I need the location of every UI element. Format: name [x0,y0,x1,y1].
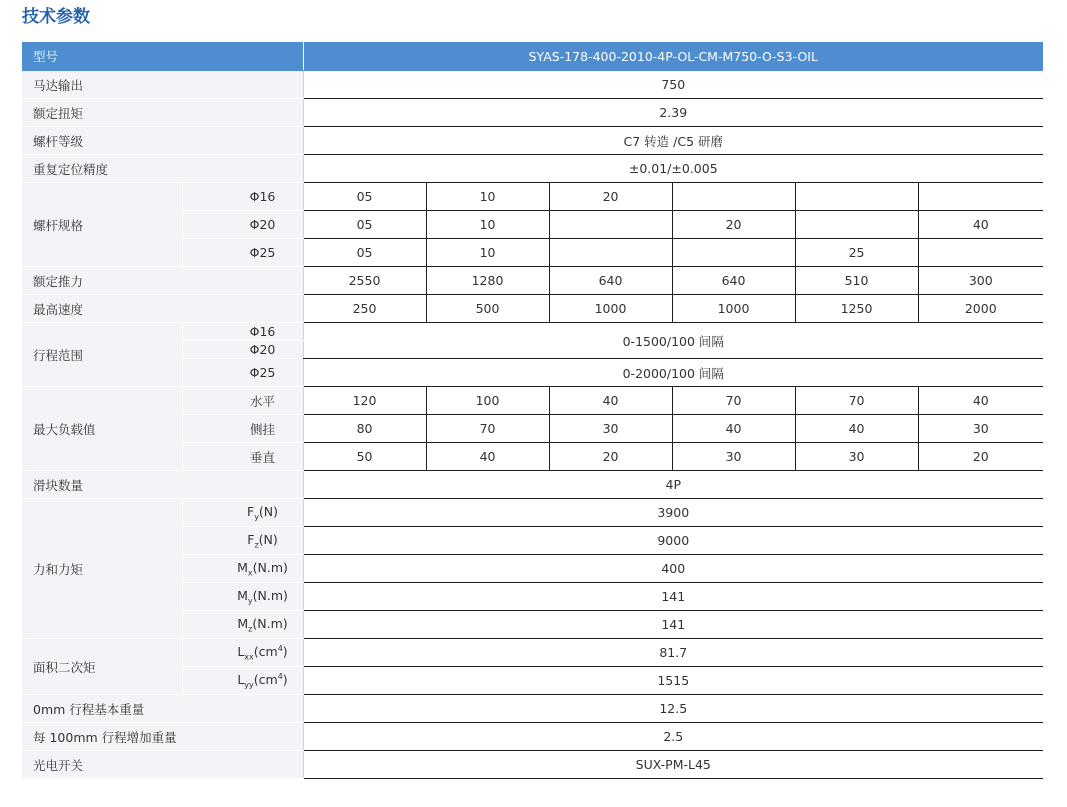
screw-grade-row [22,127,1043,155]
load-sub: 垂直 [182,443,303,471]
thrust-row [22,267,1043,295]
motor-label: 马达输出 [22,71,303,99]
force-label: 力和力矩 [22,499,182,639]
table-cell: 40 [795,415,918,443]
table-cell: 1250 [795,295,918,323]
repeat-label: 重复定位精度 [22,155,303,183]
motor-row [22,71,1043,99]
stroke-value-16-20: 0-1500/100 间隔 [303,323,1043,359]
force-sub-fz [182,527,303,555]
slider-label: 滑块数量 [22,471,303,499]
area-value-lyy: 1515 [303,667,1043,695]
table-cell: 70 [672,387,795,415]
table-cell: 100 [426,387,549,415]
screw-spec-sub: Φ25 [182,239,303,267]
symbol-subscript: x [247,568,253,578]
model-label: 型号 [22,42,303,71]
model-value: SYAS-178-400-2010-4P-OL-CM-M750-O-S3-OIL [303,42,1043,71]
torque-value: 2.39 [303,99,1043,127]
torque-row [22,99,1043,127]
symbol-base: M [237,587,248,603]
table-cell: 20 [549,443,672,471]
table-cell: 30 [549,415,672,443]
table-cell [672,183,795,211]
table-cell: 120 [303,387,426,415]
table-cell: 20 [672,211,795,239]
table-cell: 30 [795,443,918,471]
stroke-sub: Φ20 [182,341,303,359]
symbol-unit: (N) [258,503,279,519]
force-value-fz: 9000 [303,527,1043,555]
table-cell: 30 [672,443,795,471]
table-cell: 40 [549,387,672,415]
force-sub-mz [182,611,303,639]
table-cell: 50 [303,443,426,471]
speed-label: 最高速度 [22,295,303,323]
table-cell: 2000 [918,295,1043,323]
table-cell: 10 [426,183,549,211]
table-cell: 70 [795,387,918,415]
base-weight-value: 12.5 [303,695,1043,723]
repeat-row [22,155,1043,183]
spec-table [22,42,1043,779]
area-sub-lyy [182,667,303,695]
table-cell: 40 [918,387,1043,415]
switch-label: 光电开关 [22,751,303,779]
add-weight-row [22,723,1043,751]
force-value-my: 141 [303,583,1043,611]
add-weight-label: 每 100mm 行程增加重量 [22,723,303,751]
screw-grade-value: C7 转造 /C5 研磨 [303,127,1043,155]
model-row [22,42,1043,71]
symbol-unit: (N.m) [252,615,288,631]
area-label: 面积二次矩 [22,639,182,695]
symbol-base: F [246,503,255,519]
table-cell: 05 [303,239,426,267]
stroke-value-25: 0-2000/100 间隔 [303,359,1043,387]
area-value-lxx: 81.7 [303,639,1043,667]
screw-grade-label: 螺杆等级 [22,127,303,155]
stroke-sub: Φ25 [182,359,303,387]
table-cell: 25 [795,239,918,267]
torque-label: 额定扭矩 [22,99,303,127]
table-cell: 1280 [426,267,549,295]
screw-spec-label: 螺杆规格 [22,183,182,267]
symbol-base: M [237,559,248,575]
add-weight-value: 2.5 [303,723,1043,751]
symbol-base: F [247,531,255,547]
table-cell: 10 [426,239,549,267]
symbol-unit: (N.m) [252,559,288,575]
screw-spec-row [22,183,1043,211]
stroke-sub: Φ16 [182,323,303,341]
page-title: 技术参数 [22,7,90,27]
symbol-subscript: y [254,512,259,522]
symbol-superscript: 4 [277,643,283,653]
load-row [22,387,1043,415]
base-weight-row [22,695,1043,723]
force-value-fy: 3900 [303,499,1043,527]
stroke-row [22,323,1043,341]
table-cell: 1000 [672,295,795,323]
screw-spec-sub: Φ16 [182,183,303,211]
symbol-base: M [237,615,249,631]
symbol-subscript: z [248,624,253,634]
table-cell: 500 [426,295,549,323]
force-value-mz: 141 [303,611,1043,639]
table-cell: 10 [426,211,549,239]
repeat-value: ±0.01/±0.005 [303,155,1043,183]
slider-row [22,471,1043,499]
table-cell: 40 [672,415,795,443]
table-cell: 70 [426,415,549,443]
table-cell [918,183,1043,211]
table-cell: 05 [303,211,426,239]
area-sub-lxx [182,639,303,667]
force-value-mx: 400 [303,555,1043,583]
table-cell: 300 [918,267,1043,295]
table-cell: 510 [795,267,918,295]
table-cell: 05 [303,183,426,211]
table-cell [672,239,795,267]
symbol-base: L [237,643,245,659]
symbol-unit-close: ) [282,671,288,687]
symbol-superscript: 4 [277,671,283,681]
table-cell: 80 [303,415,426,443]
speed-row [22,295,1043,323]
load-sub: 侧挂 [182,415,303,443]
symbol-unit-open: (cm [253,671,278,687]
base-weight-label: 0mm 行程基本重量 [22,695,303,723]
table-cell: 640 [549,267,672,295]
table-cell: 20 [549,183,672,211]
load-sub: 水平 [182,387,303,415]
table-cell [795,211,918,239]
table-cell [795,183,918,211]
slider-value: 4P [303,471,1043,499]
symbol-subscript: y [247,596,253,606]
symbol-subscript: z [254,540,259,550]
load-label: 最大负载值 [22,387,182,471]
table-cell [918,239,1043,267]
switch-row [22,751,1043,779]
screw-spec-sub: Φ20 [182,211,303,239]
stroke-label: 行程范围 [22,323,182,387]
force-row [22,499,1043,527]
table-cell: 20 [918,443,1043,471]
symbol-unit-open: (cm [253,643,278,659]
table-cell [549,211,672,239]
table-cell: 1000 [549,295,672,323]
symbol-base: L [237,671,245,687]
area-row [22,639,1043,667]
switch-value: SUX-PM-L45 [303,751,1043,779]
symbol-subscript: yy [244,680,254,690]
force-sub-my [182,583,303,611]
symbol-subscript: xx [244,652,254,662]
table-cell: 40 [918,211,1043,239]
symbol-unit: (N.m) [252,587,288,603]
table-cell: 640 [672,267,795,295]
symbol-unit: (N) [258,531,278,547]
table-cell: 30 [918,415,1043,443]
table-cell: 250 [303,295,426,323]
force-sub-mx [182,555,303,583]
motor-value: 750 [303,71,1043,99]
table-cell: 2550 [303,267,426,295]
symbol-unit-close: ) [282,643,288,659]
table-cell: 40 [426,443,549,471]
table-cell [549,239,672,267]
force-sub-fy [182,499,303,527]
thrust-label: 额定推力 [22,267,303,295]
